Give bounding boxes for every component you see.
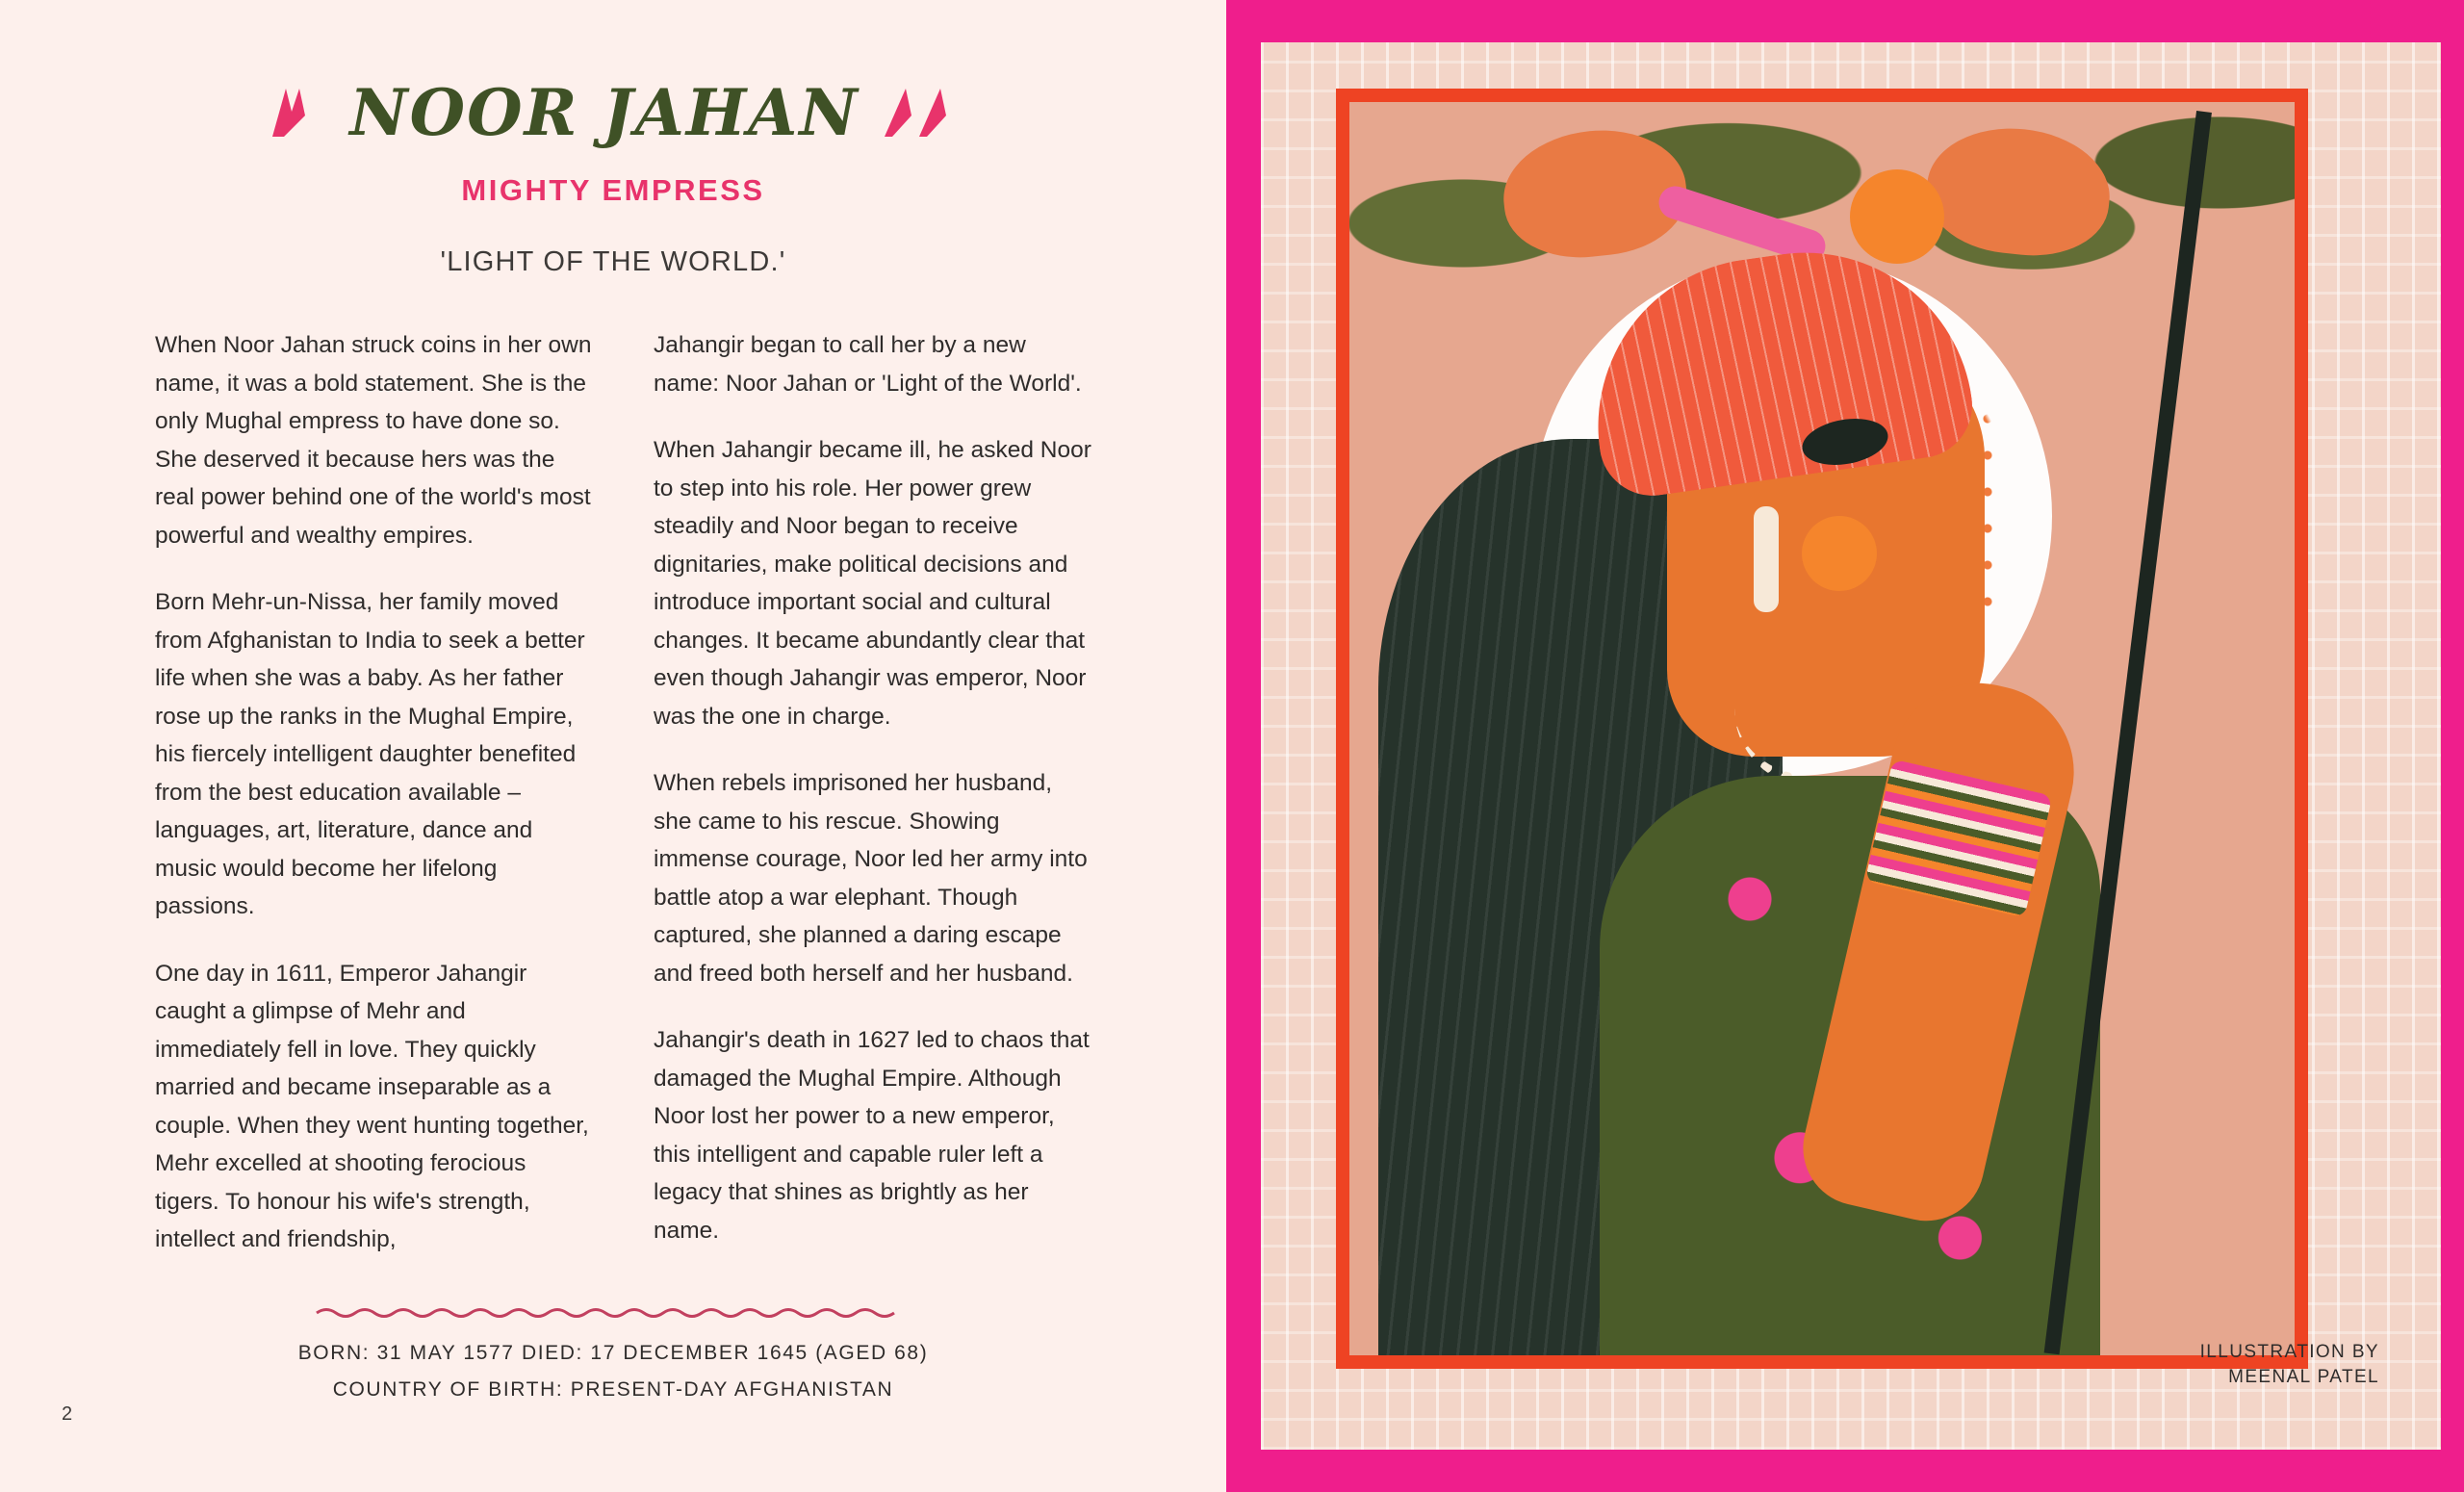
paragraph: When rebels imprisoned her husband, she came to his rescue. Showing immense courage, Noor led her army into battle atop a war elephant. Though captured, she planned a daring escape and freed both herself and her husband.	[654, 770, 1088, 987]
title-row	[0, 75, 1226, 150]
lightning-bolt-icon	[877, 83, 960, 142]
fact-country: COUNTRY OF BIRTH: PRESENT-DAY AFGHANISTAN	[332, 1377, 894, 1401]
page-number: 2	[62, 1403, 73, 1425]
right-illustration-page	[1226, 0, 2464, 1492]
illustration-inner-border	[1336, 89, 2308, 1369]
text-column-right	[654, 326, 1094, 1288]
paragraph: Jahangir's death in 1627 led to chaos that damaged the Mughal Empire. Although Noor lost her power to a new emperor, this intelligent and capable ruler left a legacy that shines as brightly as her name.	[654, 1027, 1090, 1244]
illustration-credit	[2200, 1340, 2379, 1390]
credit-line-1: ILLUSTRATION BY	[2199, 1342, 2379, 1362]
paragraph: When Jahangir became ill, he asked Noor to step into his role. Her power grew steadily and Noor began to receive dignitaries, make political decisions and introduce important social and cultural changes. It became abundantly clear that even though Jahangir was emperor, Noor was the one in charge.	[654, 437, 1091, 730]
illustration-frame	[1261, 42, 2441, 1450]
fact-birth-death: BORN: 31 MAY 1577 DIED: 17 DECEMBER 1645 (AGED 68)	[297, 1341, 929, 1364]
wavy-divider	[315, 1305, 911, 1321]
page-quote: 'LIGHT OF THE WORLD.'	[440, 246, 786, 277]
paragraph: When Noor Jahan struck coins in her own name, it was a bold statement. She is the only Mughal empress to have done so. She deserved it because hers was the real power behind one of the world's most powerful and wealthy empires.	[155, 332, 592, 549]
cheek-circle	[1802, 516, 1877, 591]
title-block	[0, 0, 1226, 278]
text-column-left	[155, 326, 596, 1288]
credit-line-2: MEENAL PATEL	[2228, 1367, 2379, 1387]
earring-shape	[1754, 506, 1779, 612]
paragraph: Born Mehr-un-Nissa, her family moved from Afghanistan to India to seek a better life when she was a baby. As her father rose up the ranks in the Mughal Empire, his fiercely intelligent daughter benefited from the best education available – languages, art, literature, dance and music would become her lifelong passions.	[155, 589, 585, 919]
text-columns	[132, 326, 1094, 1288]
fact-block	[0, 1342, 1226, 1402]
left-text-page	[0, 0, 1226, 1492]
paragraph: Jahangir began to call her by a new name: Noor Jahan or 'Light of the World'.	[654, 332, 1082, 397]
page-title: NOOR JAHAN	[349, 75, 860, 150]
illustration-field	[1349, 102, 2295, 1355]
page-subtitle: MIGHTY EMPRESS	[461, 173, 765, 207]
lightning-bolt-icon	[267, 83, 332, 142]
paragraph: One day in 1611, Emperor Jahangir caught a glimpse of Mehr and immediately fell in love. They quickly married and became inseparable as a couple. When they went hunting together, Mehr excelled at shooting ferocious tigers. To honour his wife's strength, intellect and friendship,	[155, 960, 589, 1252]
